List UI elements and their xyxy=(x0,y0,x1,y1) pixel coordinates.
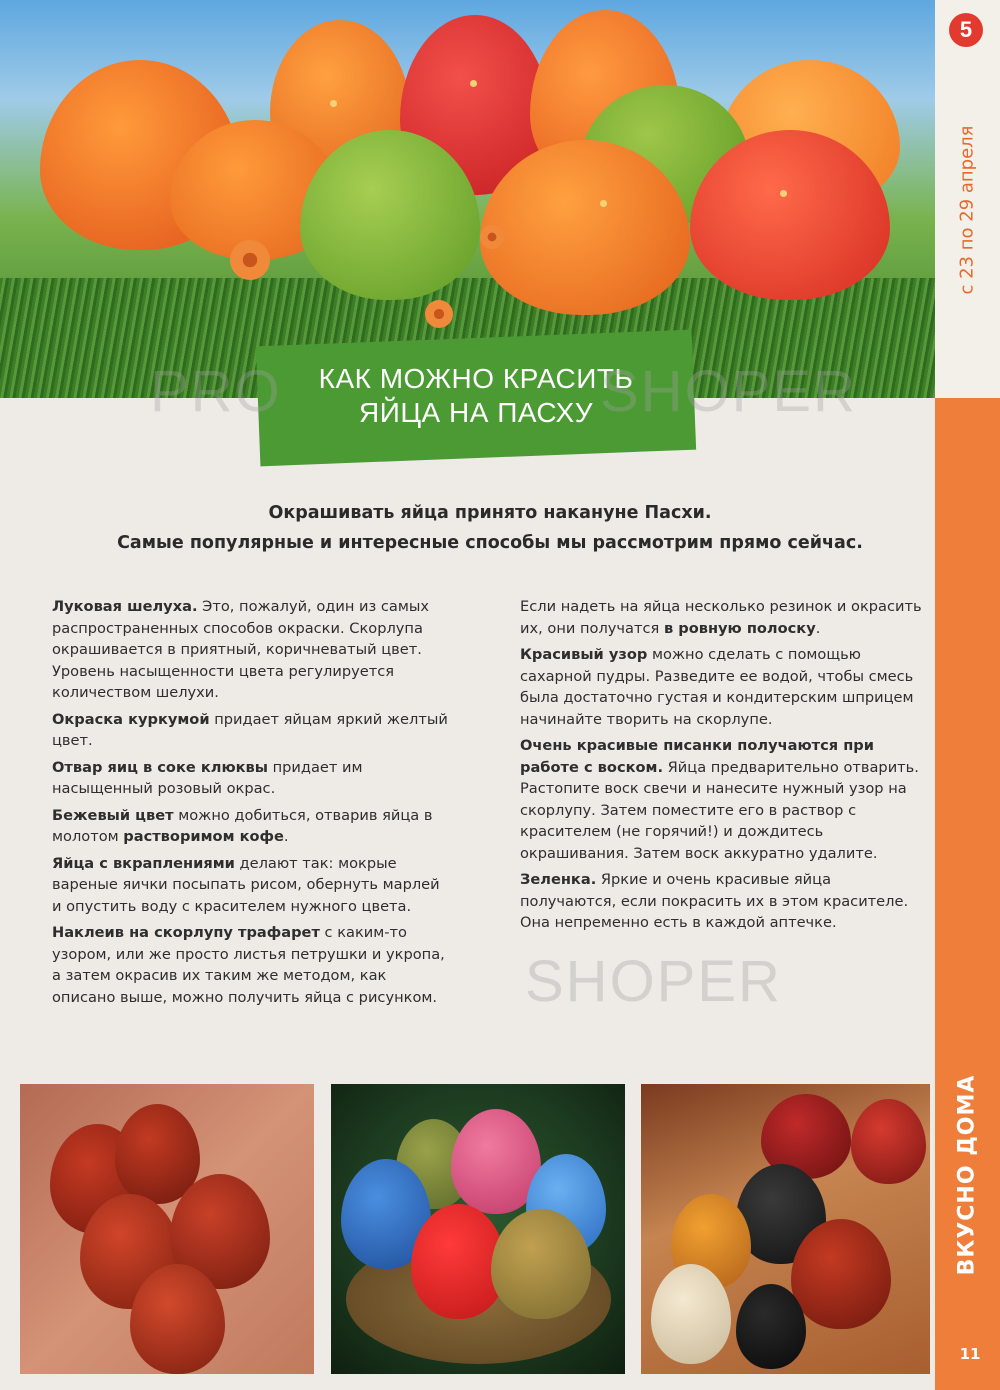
photo-onion-dyed-eggs xyxy=(20,1084,314,1374)
paragraph-text: придает яйцам яркий желтый цвет. xyxy=(52,710,448,749)
promo-dates: с 23 по 29 апреля xyxy=(956,125,978,295)
paragraph xyxy=(520,735,925,864)
rubric-label: ВКУСНО ДОМА xyxy=(954,1074,980,1276)
paragraph-lead: Луковая шелуха. xyxy=(52,598,198,615)
paragraph-lead: Окраска куркумой xyxy=(52,710,210,728)
paragraph-lead: Зеленка. xyxy=(520,871,597,888)
decor-dot xyxy=(780,190,787,197)
paragraph-lead: Бежевый цвет xyxy=(52,806,174,824)
decor-dot xyxy=(600,200,607,207)
watermark: SHOPER xyxy=(525,949,782,1014)
page-number: 11 xyxy=(959,1345,981,1363)
paragraph xyxy=(52,853,452,918)
paragraph xyxy=(52,596,452,704)
paragraph-text: Это, пожалуй, один из самых распространенных способов окраски. Скорлупа окрашивается в приятный, коричневатый цвет. Уровень насыщенности цвета регулируется количеством шелухи. xyxy=(52,598,430,701)
paragraph-lead: Красивый узор xyxy=(520,646,648,663)
paragraph xyxy=(52,922,452,1008)
decor-dot xyxy=(470,80,477,87)
paragraph-text: можно сделать с помощью сахарной пудры. Разведите ее водой, чтобы смесь была достаточно густая и кондитерским шприцем начинайте творить на скорлупе. xyxy=(520,646,914,728)
lead-line-1: Окрашивать яйца принято накануне Пасхи. xyxy=(268,503,712,523)
paragraph-emphasis: в ровную полоску xyxy=(663,619,816,637)
lead-paragraph xyxy=(60,498,920,558)
flower xyxy=(425,300,453,328)
lead-line-2: Самые популярные и интересные способы мы рассмотрим прямо сейчас. xyxy=(117,533,863,553)
store-logo-icon: 5 xyxy=(949,13,983,47)
egg xyxy=(736,1284,806,1369)
flower xyxy=(230,240,270,280)
watermark: PRO xyxy=(150,359,282,424)
photo-speckled-eggs-nest xyxy=(331,1084,625,1374)
paragraph-text: . xyxy=(283,828,289,845)
right-column xyxy=(520,596,925,939)
left-column xyxy=(52,596,452,1013)
flower xyxy=(480,225,504,249)
paragraph-text: с каким-то узором, или же просто листья петрушки и укропа, а затем окрасив их таким же методом, как описано выше, можно получить яйца с рисунком. xyxy=(52,924,445,1006)
paragraph-lead: Очень красивые писанки получаются при работе с воском. xyxy=(520,737,874,776)
decor-dot xyxy=(330,100,337,107)
photo-pysanky-basket xyxy=(641,1084,930,1374)
paragraph xyxy=(520,869,925,934)
paragraph-text: . xyxy=(815,619,821,637)
title-line-2: ЯЙЦА НА ПАСХУ xyxy=(359,397,593,428)
egg xyxy=(851,1099,926,1184)
paragraph xyxy=(520,644,925,730)
egg xyxy=(791,1219,891,1329)
paragraph-text: Яркие и очень красивые яйца получаются, если покрасить их в этом красителе. Она непременно есть в каждой аптечке. xyxy=(520,871,909,931)
paragraph-text: можно добиться, отварив яйца в молотом xyxy=(52,806,433,845)
paragraph-text: делают так: мокрые вареные яички посыпать рисом, обернуть марлей и опустить воду с красителем нужного цвета. xyxy=(52,854,440,915)
paragraph xyxy=(520,596,925,639)
paragraph-lead: Яйца с вкраплениями xyxy=(52,854,235,872)
paragraph xyxy=(52,709,452,752)
paragraph-emphasis: растворимом кофе xyxy=(123,828,284,845)
paragraph-lead: Наклеив на скорлупу трафарет xyxy=(52,924,320,941)
paragraph-text: Если надеть на яйца несколько резинок и окрасить их, они получатся xyxy=(520,598,922,637)
paragraph xyxy=(52,757,452,800)
paragraph xyxy=(52,805,452,848)
paragraph-text: Яйца предварительно отварить. Растопите воск свечи и нанесите нужный узор на скорлупу. Затем поместите его в раствор с красителем (не горячий!) и дождитесь окрашивания. Затем воск аккуратно удалите. xyxy=(520,758,919,862)
paragraph-text: придает им насыщенный розовый окрас. xyxy=(52,758,363,797)
paragraph-lead: Отвар яиц в соке клюквы xyxy=(52,758,268,776)
title-line-1: КАК МОЖНО КРАСИТЬ xyxy=(318,363,634,394)
watermark: SHOPER xyxy=(600,359,857,424)
